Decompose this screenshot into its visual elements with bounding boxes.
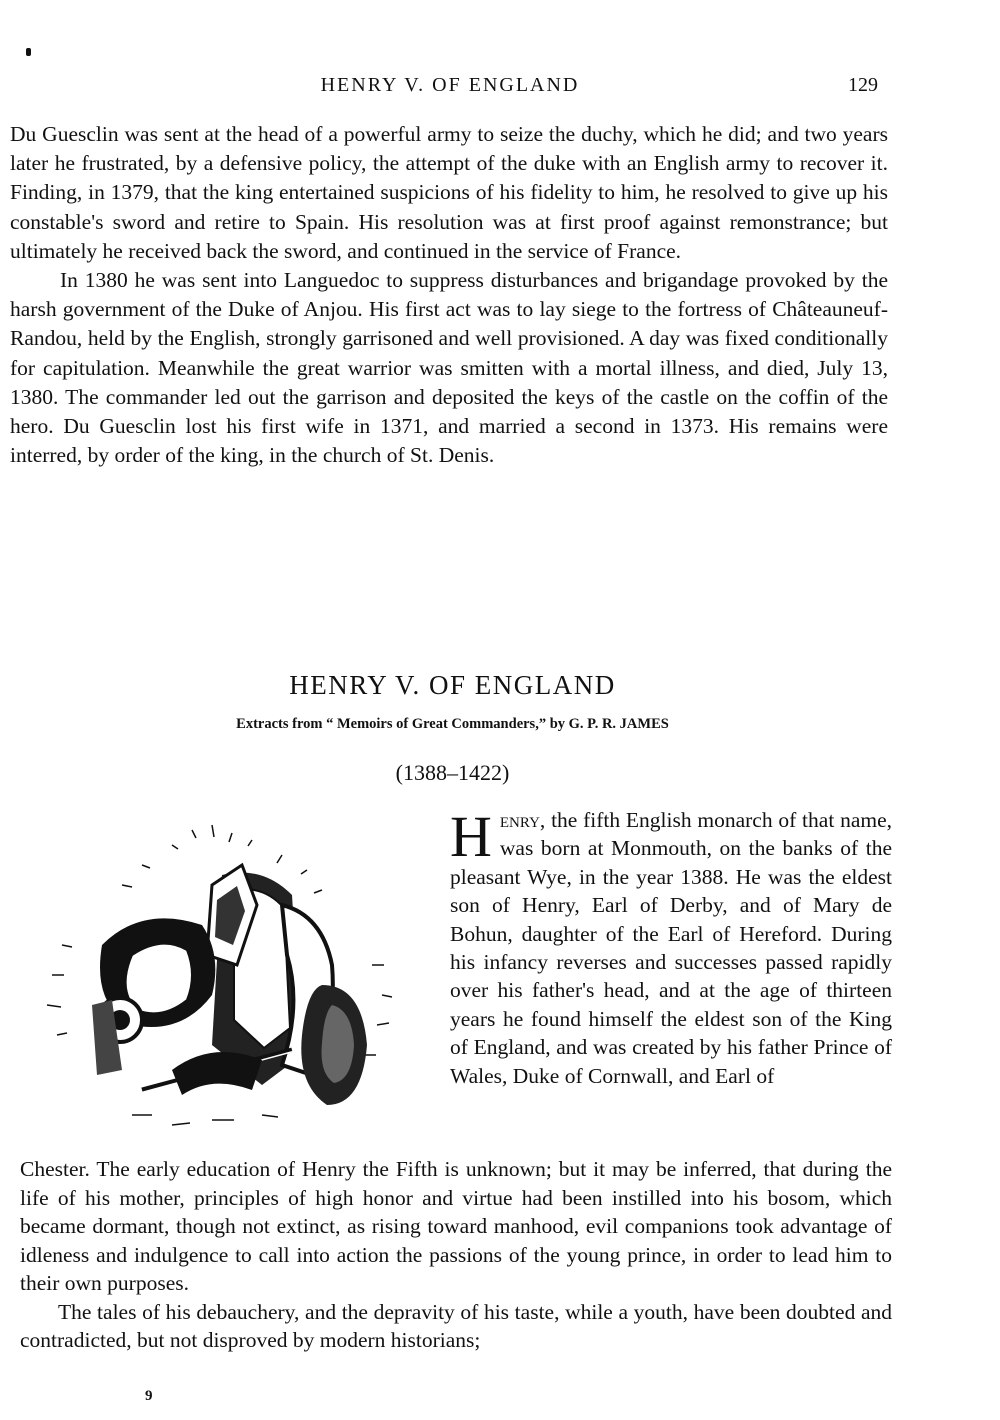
main-body-text: [20, 1155, 892, 1355]
intro-paragraph-1: Du Guesclin was sent at the head of a powerful army to seize the duchy, which he did; and two years later he frustrated, by a defensive policy, the attempt of the duke with an English army to recover it. Finding, in 1379, that the king entertained suspicions of his fidelity to him, he resolved to give up his constable's sword and retire to Spain. His resolution was at first proof against remonstrance; but ultimately he received back the sword, and continued in the service of France.: [10, 122, 888, 263]
lead-word: enry,: [499, 808, 546, 832]
margin-mark: [26, 48, 31, 56]
body-paragraph-last: The tales of his debauchery, and the depravity of his taste, while a youth, have been doubted and contradicted, but not disproved by modern historians;: [20, 1299, 892, 1352]
page-number: 129: [848, 74, 878, 96]
signature-mark: 9: [145, 1388, 153, 1404]
intro-paragraph-2: In 1380 he was sent into Languedoc to suppress disturbances and brigandage provoked by the harsh government of the Duke of Anjou. His first act was to lay siege to the fortress of Châteauneuf-Randou, held by the English, strongly garrisoned and well provisioned. A day was fixed conditionally for capitulation. Meanwhile the great warrior was smitten with a mortal illness, and died, July 13, 1380. The commander led out the garrison and deposited the keys of the castle on the coffin of the hero. Du Guesclin lost his first wife in 1371, and married a second in 1373. His remains were interred, by order of the king, in the church of St. Denis.: [10, 268, 888, 468]
section-subtitle: Extracts from “ Memoirs of Great Commanders,” by G. P. R. JAMES: [236, 716, 669, 732]
lead-column-text: [450, 806, 892, 1090]
armor-illustration: [22, 815, 422, 1145]
lead-column-body: the fifth English monarch of that name, was born at Monmouth, on the banks of the pleasant Wye, in the year 1388. He was the eldest son of Henry, Earl of Derby, and of Mary de Bohun, daughter of the Earl of Hereford. During his infancy reverses and successes passed rapidly over his father's head, and at the age of thirteen years he found himself the eldest son of the King of England, and was created by his father Prince of Wales, Duke of Cornwall, and Earl of: [450, 808, 893, 1088]
section-title: HENRY V. OF ENGLAND: [289, 670, 616, 700]
intro-text: [10, 120, 888, 470]
running-header-title: HENRY V. OF ENGLAND: [320, 74, 580, 96]
section-dates: (1388–1422): [395, 760, 510, 785]
drop-cap: H: [450, 804, 492, 869]
body-paragraph-continuation: Chester. The early education of Henry the Fifth is unknown; but it may be inferred, that during the life of his mother, principles of high honor and virtue had been instilled into his bosom, which became dormant, though not extinct, as rising toward manhood, evil companions took advantage of idleness and indulgence to call into action the passions of the young prince, in order to lead him to their own purposes.: [20, 1157, 892, 1295]
